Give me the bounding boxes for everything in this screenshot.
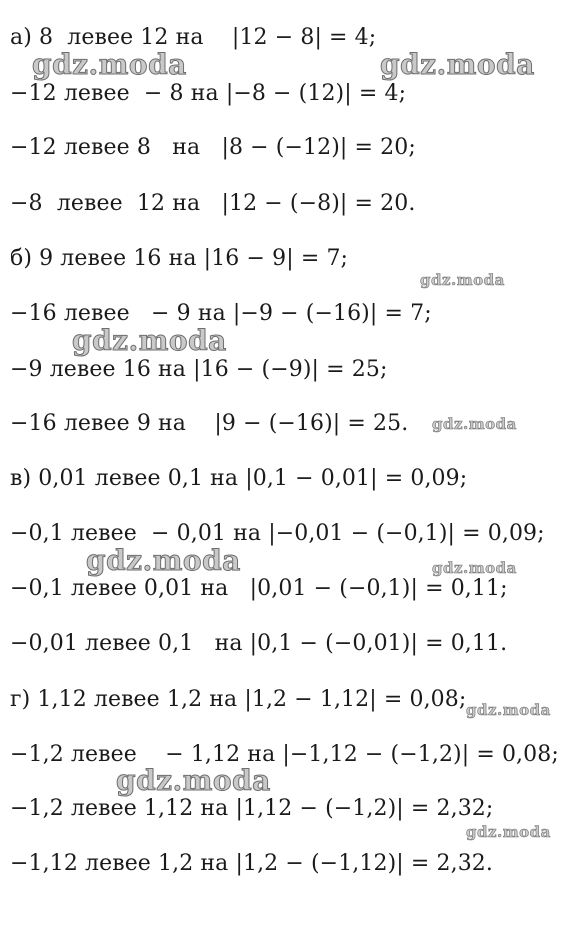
line-a-4: −8 левее 12 на |12 − (−8)| = 20. — [10, 191, 416, 216]
line-d-3: −1,2 левее 1,12 на |1,12 − (−1,2)| = 2,32; — [10, 796, 494, 821]
line-d-2: −1,2 левее − 1,12 на |−1,12 − (−1,2)| = 0,08; — [10, 742, 559, 767]
watermark: gdz.moda — [380, 48, 535, 81]
line-d-4: −1,12 левее 1,2 на |1,2 − (−1,12)| = 2,32. — [10, 851, 493, 876]
watermark: gdz.moda — [432, 415, 517, 433]
line-c-4: −0,01 левее 0,1 на |0,1 − (−0,01)| = 0,11. — [10, 631, 508, 656]
watermark: gdz.moda — [420, 271, 505, 289]
line-c-2: −0,1 левее − 0,01 на |−0,01 − (−0,1)| = 0,09; — [10, 521, 545, 546]
line-c-1: в) 0,01 левее 0,1 на |0,1 − 0,01| = 0,09; — [10, 466, 468, 491]
line-a-1: а) 8 левее 12 на |12 − 8| = 4; — [10, 25, 377, 50]
line-b-4: −16 левее 9 на |9 − (−16)| = 25. — [10, 411, 409, 436]
line-b-3: −9 левее 16 на |16 − (−9)| = 25; — [10, 357, 388, 382]
watermark: gdz.moda — [116, 764, 271, 797]
watermark: gdz.moda — [86, 544, 241, 577]
line-b-2: −16 левее − 9 на |−9 − (−16)| = 7; — [10, 301, 432, 326]
line-a-2: −12 левее − 8 на |−8 − (12)| = 4; — [10, 81, 407, 106]
watermark: gdz.moda — [432, 559, 517, 577]
watermark: gdz.moda — [466, 701, 551, 719]
watermark: gdz.moda — [72, 324, 227, 357]
watermark: gdz.moda — [32, 48, 187, 81]
line-d-1: г) 1,12 левее 1,2 на |1,2 − 1,12| = 0,08; — [10, 687, 467, 712]
line-c-3: −0,1 левее 0,01 на |0,01 − (−0,1)| = 0,11; — [10, 576, 508, 601]
line-a-3: −12 левее 8 на |8 − (−12)| = 20; — [10, 135, 416, 160]
line-b-1: б) 9 левее 16 на |16 − 9| = 7; — [10, 246, 349, 271]
watermark: gdz.moda — [466, 823, 551, 841]
